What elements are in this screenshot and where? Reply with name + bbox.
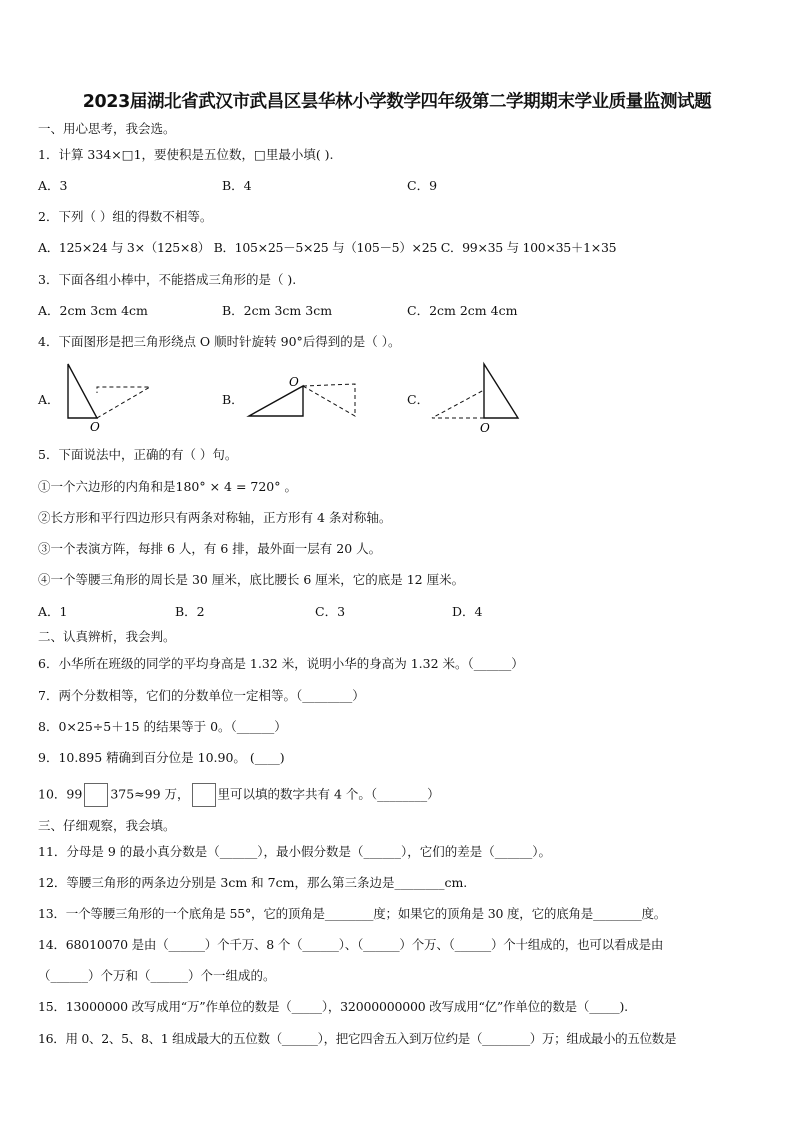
q10-blank-box xyxy=(84,783,108,807)
q10-part-1: 10．99 xyxy=(38,786,83,802)
q3-option-c: C．2cm 2cm 4cm xyxy=(407,303,518,318)
question-11: 11．分母是 9 的最小真分数是（______），最小假分数是（______），它们的差是（______）。 xyxy=(38,844,552,859)
q5-option-a: A．1 xyxy=(38,604,68,619)
q1-option-a: A．3 xyxy=(38,178,68,193)
q4-option-b-label: B． xyxy=(222,392,244,407)
q10-blank-box-2 xyxy=(192,783,216,807)
q1-option-b: B．4 xyxy=(222,178,252,193)
q5-statement-4: ④一个等腰三角形的周长是 30 厘米，底比腰长 6 厘米，它的底是 12 厘米。 xyxy=(38,572,465,587)
point-o-label: O xyxy=(90,420,100,434)
question-8: 8．0×25÷5＋15 的结果等于 0。（______） xyxy=(38,719,287,734)
q3-option-b: B．2cm 3cm 3cm xyxy=(222,303,333,318)
q5-statement-3: ③一个表演方阵，每排 6 人，有 6 排，最外面一层有 20 人。 xyxy=(38,541,382,556)
q10-part-2: 375≈99 万， xyxy=(110,786,190,802)
question-10 xyxy=(38,783,440,807)
page-title: 2023届湖北省武汉市武昌区昙华林小学数学四年级第二学期期末学业质量监测试题 xyxy=(82,92,712,112)
q5-option-c: C．3 xyxy=(315,604,346,619)
question-14-line-2: （______）个万和（______）个一组成的。 xyxy=(38,968,276,983)
section-1-heading: 一、用心思考，我会选。 xyxy=(38,121,176,136)
question-5: 5．下面说法中，正确的有（ ）句。 xyxy=(38,447,238,462)
question-3: 3．下面各组小棒中，不能搭成三角形的是（ ). xyxy=(38,272,297,287)
point-o-label: O xyxy=(480,421,490,435)
q5-statement-1: ①一个六边形的内角和是180° × 4 = 720° 。 xyxy=(38,479,297,494)
question-16: 16．用 0、2、5、8、1 组成最大的五位数（______），把它四舍五入到万位约是（________）万；组成最小的五位数是 xyxy=(38,1031,677,1046)
question-15: 15．13000000 改写成用“万”作单位的数是（_____），32000000000 改写成用“亿”作单位的数是（_____). xyxy=(38,999,628,1014)
q4-option-c-label: C． xyxy=(407,392,430,407)
point-o-label: O xyxy=(289,375,299,389)
q4-figure-a xyxy=(60,360,160,438)
q2-options: A．125×24 与 3×（125×8） B．105×25－5×25 与（105－5）×25 C．99×35 与 100×35＋1×35 xyxy=(38,240,617,255)
q5-option-d: D．4 xyxy=(452,604,483,619)
section-2-heading: 二、认真辨析，我会判。 xyxy=(38,629,176,644)
question-14-line-1: 14．68010070 是由（______）个千万、8 个（______）、（______）个万、（______）个十组成的，也可以看成是由 xyxy=(38,937,664,952)
question-7: 7．两个分数相等，它们的分数单位一定相等。（________） xyxy=(38,688,365,703)
question-2: 2．下列（ ）组的得数不相等。 xyxy=(38,209,213,224)
question-13: 13．一个等腰三角形的一个底角是 55°，它的顶角是________度；如果它的顶角是 30 度，它的底角是________度。 xyxy=(38,906,667,921)
q5-statement-2: ②长方形和平行四边形只有两条对称轴，正方形有 4 条对称轴。 xyxy=(38,510,392,525)
q4-figure-b xyxy=(245,372,365,424)
section-3-heading: 三、仔细观察，我会填。 xyxy=(38,818,176,833)
question-4: 4．下面图形是把三角形绕点 O 顺时针旋转 90°后得到的是（ ）。 xyxy=(38,334,401,349)
q4-figure-c xyxy=(428,360,528,438)
question-12: 12．等腰三角形的两条边分别是 3cm 和 7cm，那么第三条边是________cm. xyxy=(38,875,468,890)
question-6: 6．小华所在班级的同学的平均身高是 1.32 米，说明小华的身高为 1.32 米。（______） xyxy=(38,656,524,671)
q10-part-3: 里可以填的数字共有 4 个。（________） xyxy=(217,786,440,802)
q3-option-a: A．2cm 3cm 4cm xyxy=(38,303,148,318)
q1-option-c: C．9 xyxy=(407,178,438,193)
q4-option-a-label: A． xyxy=(38,392,60,407)
q5-option-b: B．2 xyxy=(175,604,205,619)
question-9: 9．10.895 精确到百分位是 10.90。 (____) xyxy=(38,750,285,765)
question-1: 1．计算 334×□1，要使积是五位数，□里最小填( ). xyxy=(38,147,334,162)
